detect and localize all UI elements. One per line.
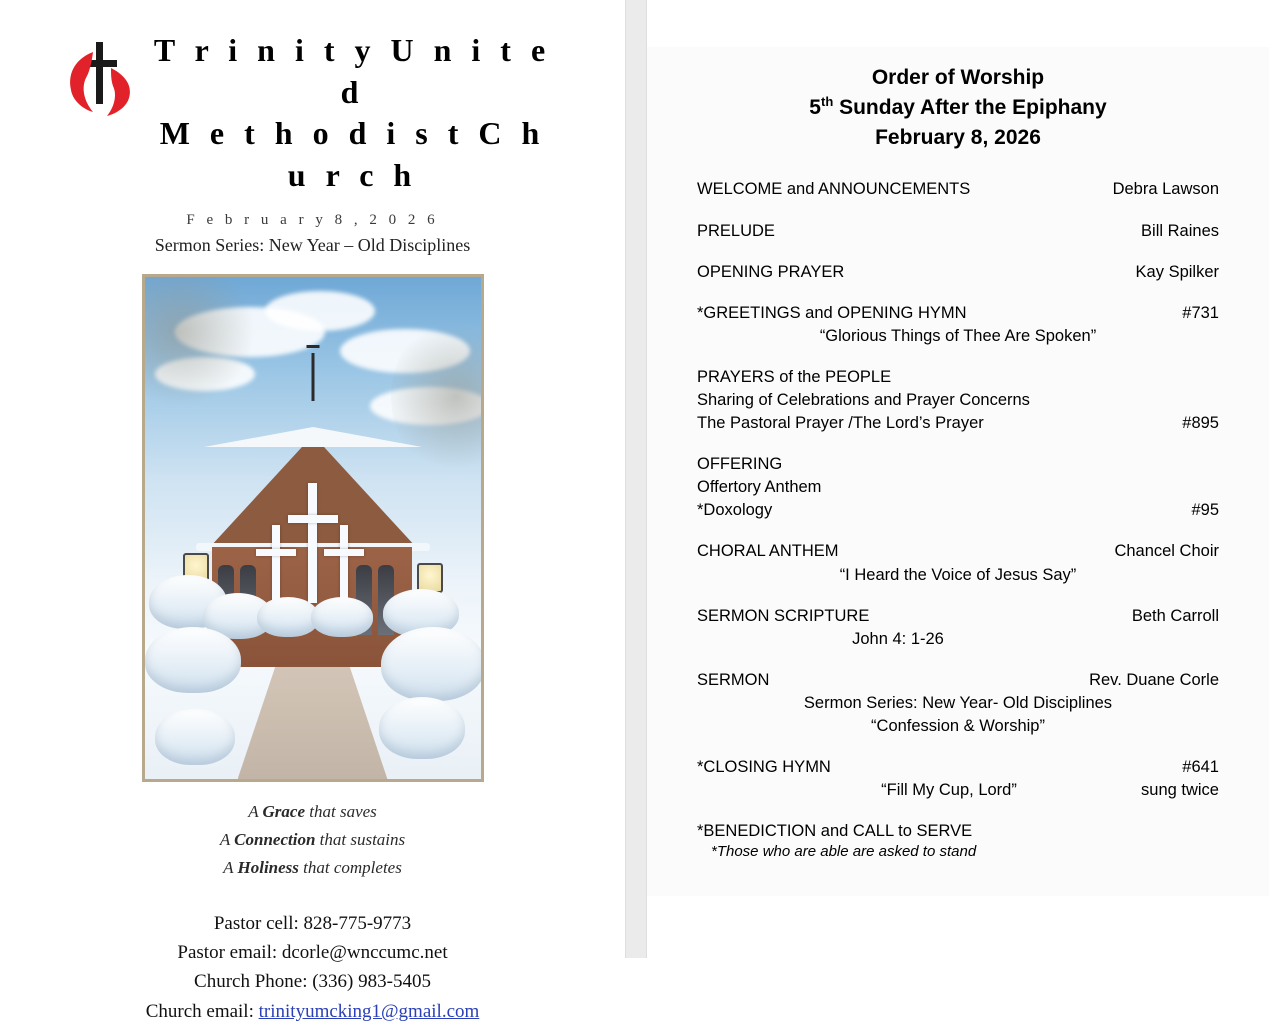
item-hymn-number: #641 [1182,758,1219,777]
list-item [697,261,1219,284]
tagline-3-keyword: Holiness [237,858,299,878]
item-title: *GREETINGS and OPENING HYMN [697,303,967,322]
item-person: Bill Raines [1141,221,1219,240]
item-person: Chancel Choir [1114,542,1219,561]
list-item [697,540,1219,586]
item-subline: Sharing of Celebrations and Prayer Concerns [697,391,1030,409]
pastor-email: Pastor email: dcorle@wnccumc.net [177,941,448,963]
snow-bush [257,597,319,637]
church-email-link[interactable]: trinityumcking1@gmail.com [258,1000,480,1022]
item-scripture-reference: John 4: 1-26 [852,629,944,648]
item-subtitle-2: “Confession & Worship” [871,717,1045,736]
facade-cross-left-bar-icon [256,549,296,556]
church-name [143,30,563,196]
page-gutter [625,0,647,958]
tagline-2 [0,826,625,854]
list-item [697,302,1219,348]
tagline-1 [0,798,625,826]
contact-block [0,909,625,1026]
tagline-2-suffix: that sustains [315,830,406,850]
snow-bush [145,627,241,693]
snow-bush [379,697,465,759]
tagline-3-suffix: that completes [298,858,402,878]
steeple-cross-icon [306,345,319,348]
list-item [697,820,1219,860]
item-subtitle: “I Heard the Voice of Jesus Say” [839,565,1077,584]
ow-sunday-number: 5 [809,95,821,119]
snow-bush [311,597,373,637]
item-subline-row [697,412,1219,435]
facade-cross-center-icon [308,483,317,603]
ow-sunday-ordinal: th [820,93,834,109]
church-email-row [0,997,625,1026]
facade-cross-center-bar-icon [288,515,338,523]
right-page [647,0,1269,958]
steeple-spire [311,353,314,401]
item-subline-row [697,499,1219,522]
item-subline-label: The Pastoral Prayer /The Lord’s Prayer [697,414,984,433]
sermon-series-line: Sermon Series: New Year – Old Disciplines [154,235,471,256]
item-person: Kay Spilker [1135,262,1219,281]
cross-and-flame-logo-icon [63,38,139,124]
tagline-1-prefix: A [248,802,263,822]
ow-sunday-text: Sunday After the Epiphany [833,95,1107,119]
item-hymn-number: #95 [1191,501,1219,520]
standing-note: *Those who are able are asked to stand [711,843,977,861]
item-title: OPENING PRAYER [697,262,845,281]
item-hymn-number: #895 [1182,414,1219,433]
snow-bush [381,627,484,701]
item-person: Beth Carroll [1131,606,1219,625]
bulletin-date: F e b r u a r y 8 , 2 0 2 6 [186,212,439,229]
pastor-cell: Pastor cell: 828-775-9773 [213,912,412,934]
item-title: *BENEDICTION and CALL to SERVE [697,822,973,841]
order-of-worship-title [697,63,1219,152]
church-name-line-2: M e t h o d i s t C h u r c h [159,115,546,193]
item-title: *CLOSING HYMN [697,758,831,777]
tagline-2-prefix: A [219,830,235,850]
list-item [697,178,1219,201]
list-item [697,756,1219,802]
item-title: SERMON [697,670,770,689]
order-of-worship-card [647,47,1269,896]
church-name-line-1: T r i n i t y U n i t e d [153,32,552,110]
item-person: Rev. Duane Corle [1089,670,1219,689]
list-item [697,220,1219,243]
item-title: CHORAL ANTHEM [697,542,839,561]
item-person: Debra Lawson [1112,180,1219,199]
cloud-shape [265,291,375,331]
item-note: sung twice [1141,781,1219,800]
item-title: OFFERING [697,455,783,474]
item-subtitle: “Glorious Things of Thee Are Spoken” [819,326,1097,345]
ow-title-line-3: February 8, 2026 [875,125,1041,149]
item-subline-label: *Doxology [697,501,773,520]
tagline-1-keyword: Grace [262,802,306,822]
item-subline: Offertory Anthem [697,478,822,497]
tagline-1-suffix: that saves [305,802,377,822]
ow-title-line-1: Order of Worship [871,66,1045,89]
item-title: SERMON SCRIPTURE [697,606,870,625]
list-item [697,669,1219,738]
roof-snow [204,427,422,447]
church-winter-photo [142,274,484,782]
tagline-2-keyword: Connection [234,830,316,850]
item-subtitle: “Fill My Cup, Lord” [881,781,1017,800]
tagline-3 [0,854,625,882]
item-title: PRAYERS of the PEOPLE [697,367,892,386]
ow-title-line-2 [697,93,1219,123]
item-title: WELCOME and ANNOUNCEMENTS [697,180,971,199]
list-item [697,605,1219,651]
item-subtitle: Sermon Series: New Year- Old Disciplines [803,693,1113,712]
item-title: PRELUDE [697,221,775,240]
order-of-worship-list [697,178,1219,860]
tagline-3-prefix: A [223,858,238,878]
church-phone: Church Phone: (336) 983-5405 [194,971,431,993]
church-email-label: Church email: [145,1000,259,1022]
masthead [0,0,625,196]
item-hymn-number: #731 [1182,303,1219,322]
item-subline-row [697,779,1219,802]
list-item [697,366,1219,435]
list-item [697,453,1219,522]
left-page [0,0,625,1022]
facade-cross-right-bar-icon [324,549,364,556]
taglines [0,798,625,882]
snow-bush [155,709,235,765]
